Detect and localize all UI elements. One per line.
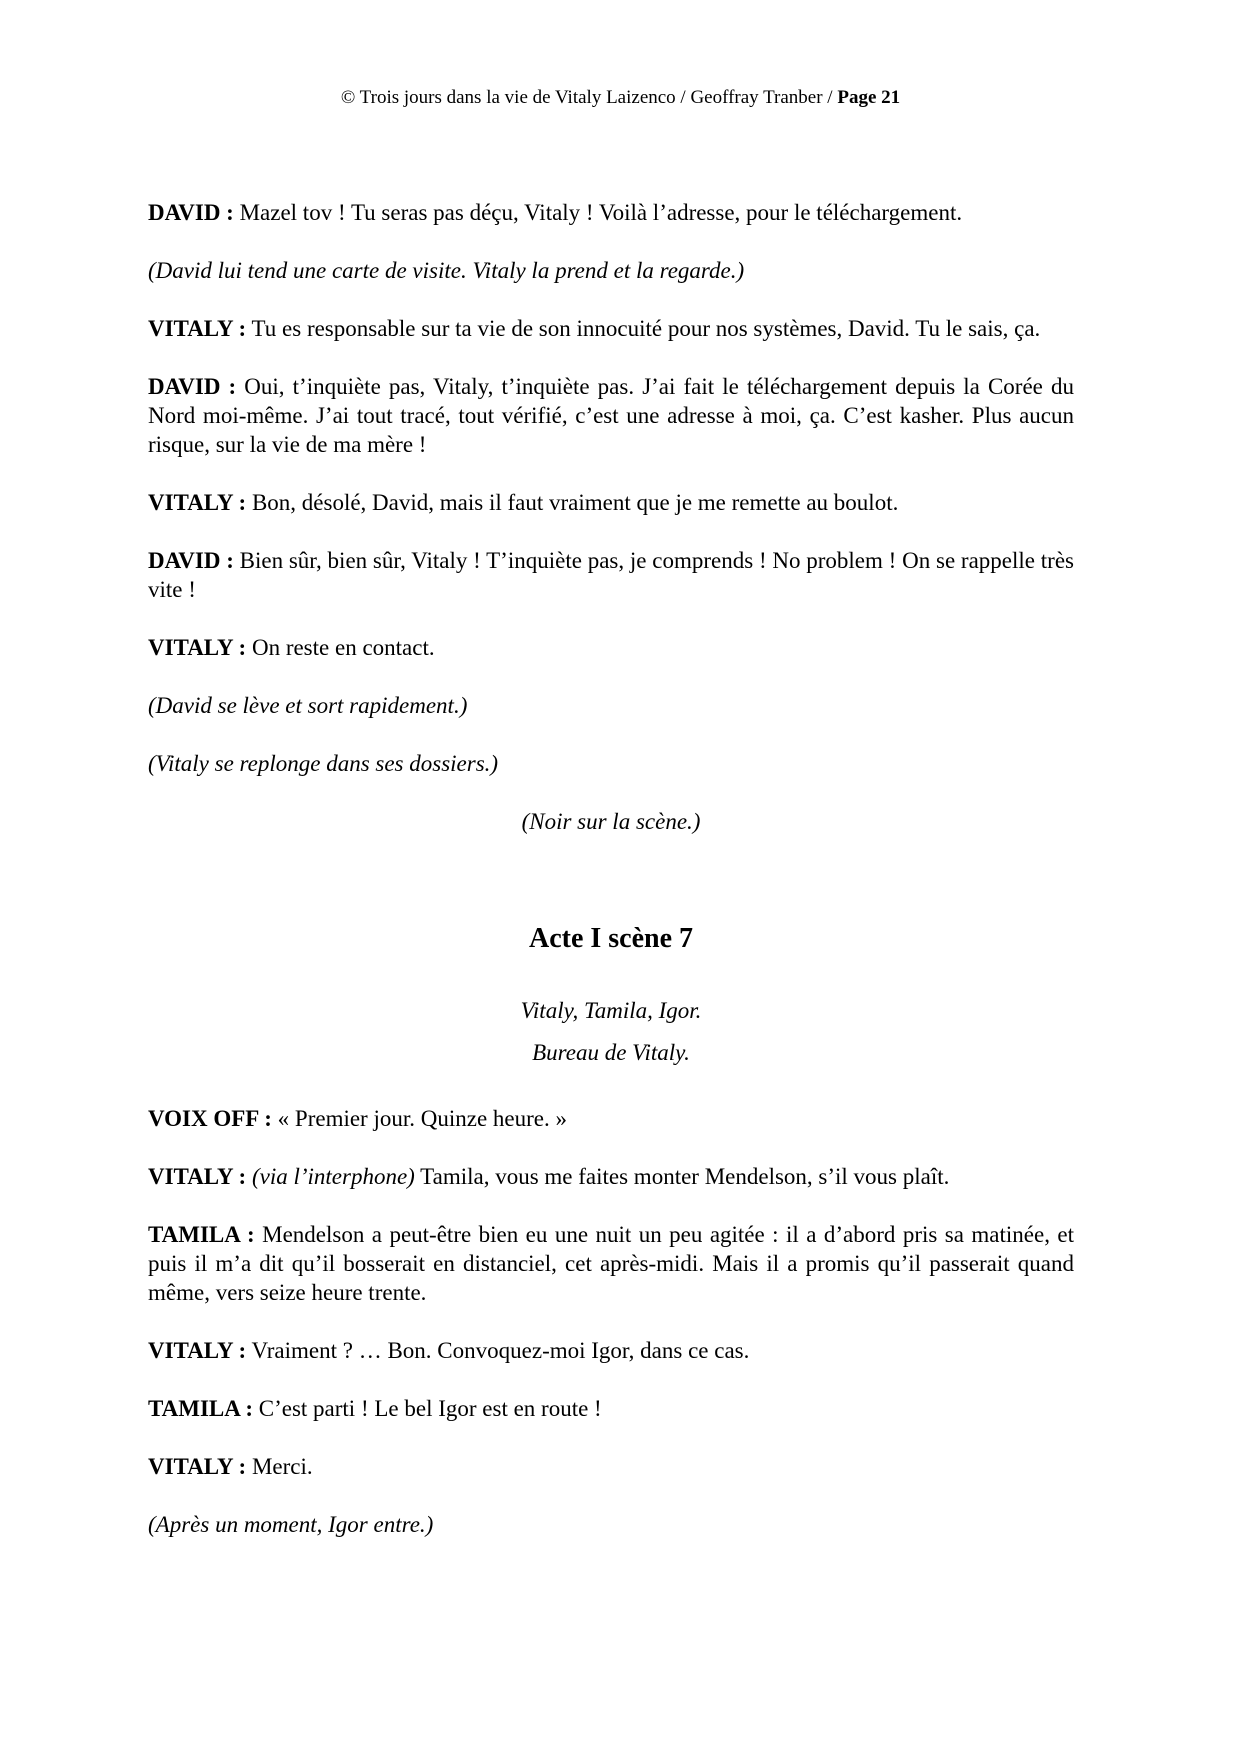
speaker-name: VITALY : xyxy=(148,316,247,341)
dialogue-line xyxy=(148,1452,1074,1481)
dialogue-line xyxy=(148,546,1074,604)
dialogue-text: On reste en contact. xyxy=(246,635,435,660)
dialogue-text: « Premier jour. Quinze heure. » xyxy=(271,1106,567,1131)
speaker-name: VITALY : xyxy=(148,490,247,515)
page-number: Page 21 xyxy=(837,87,901,108)
dialogue-line xyxy=(148,372,1074,459)
dialogue-line xyxy=(148,1394,1074,1423)
scene-title: Acte I scène 7 xyxy=(528,923,694,954)
speaker-name: DAVID : xyxy=(148,374,237,399)
speaker-name: VITALY : xyxy=(148,1454,247,1479)
stage-direction-centered: (Noir sur la scène.) xyxy=(521,809,701,834)
stage-direction: (Vitaly se replonge dans ses dossiers.) xyxy=(148,751,499,776)
dialogue-text: C’est parti ! Le bel Igor est en route ! xyxy=(253,1396,602,1421)
dialogue-text: Bon, désolé, David, mais il faut vraiment que je me remette au boulot. xyxy=(246,490,899,515)
script-body xyxy=(148,198,1074,1568)
speaker-name: DAVID : xyxy=(148,200,234,225)
dialogue-text: Mazel tov ! Tu seras pas déçu, Vitaly ! Voilà l’adresse, pour le téléchargement. xyxy=(233,200,963,225)
speaker-name: TAMILA : xyxy=(148,1222,255,1247)
scene-characters: Vitaly, Tamila, Igor. xyxy=(520,998,702,1023)
dialogue-text: Tu es responsable sur ta vie de son innocuité pour nos systèmes, David. Tu le sais, ça. xyxy=(246,316,1041,341)
dialogue-line xyxy=(148,198,1074,227)
dialogue-text: Bien sûr, bien sûr, Vitaly ! T’inquiète pas, je comprends ! No problem ! On se rappelle très vite ! xyxy=(148,548,1074,602)
speaker-name: VITALY : xyxy=(148,1164,247,1189)
speaker-name: TAMILA : xyxy=(148,1396,253,1421)
speaker-name: VITALY : xyxy=(148,635,247,660)
speaker-name: VOIX OFF : xyxy=(148,1106,272,1131)
dialogue-text: Tamila, vous me faites monter Mendelson, s’il vous plaît. xyxy=(414,1164,950,1189)
dialogue-line xyxy=(148,1336,1074,1365)
dialogue-line xyxy=(148,488,1074,517)
speaker-name: VITALY : xyxy=(148,1338,247,1363)
header-text: © Trois jours dans la vie de Vitaly Laizenco / Geoffray Tranber / xyxy=(340,87,838,108)
dialogue-text: Oui, t’inquiète pas, Vitaly, t’inquiète pas. J’ai fait le téléchargement depuis la Corée du Nord moi-même. J’ai tout tracé, tout vérifié, c’est une adresse à moi, ça. C’est kasher. Plus aucun risque, sur la vie de ma mère ! xyxy=(148,374,1074,457)
speaker-name: DAVID : xyxy=(148,548,234,573)
inline-stage-direction: (via l’interphone) xyxy=(251,1164,415,1189)
dialogue-line xyxy=(148,1220,1074,1307)
dialogue-line xyxy=(148,1162,1074,1191)
dialogue-text: Vraiment ? … Bon. Convoquez-moi Igor, dans ce cas. xyxy=(246,1338,750,1363)
scene-location: Bureau de Vitaly. xyxy=(532,1040,690,1065)
dialogue-line xyxy=(148,1104,1074,1133)
dialogue-line xyxy=(148,633,1074,662)
stage-direction: (David se lève et sort rapidement.) xyxy=(148,693,468,718)
dialogue-line xyxy=(148,314,1074,343)
stage-direction: (David lui tend une carte de visite. Vitaly la prend et la regarde.) xyxy=(148,258,745,283)
dialogue-text: Merci. xyxy=(246,1454,313,1479)
page-header xyxy=(0,86,1241,110)
dialogue-text: Mendelson a peut-être bien eu une nuit un peu agitée : il a d’abord pris sa matinée, et puis il m’a dit qu’il bosserait en distanciel, cet après-midi. Mais il a promis qu’il passerait quand même, vers seize heure trente. xyxy=(148,1222,1075,1305)
stage-direction: (Après un moment, Igor entre.) xyxy=(148,1512,434,1537)
